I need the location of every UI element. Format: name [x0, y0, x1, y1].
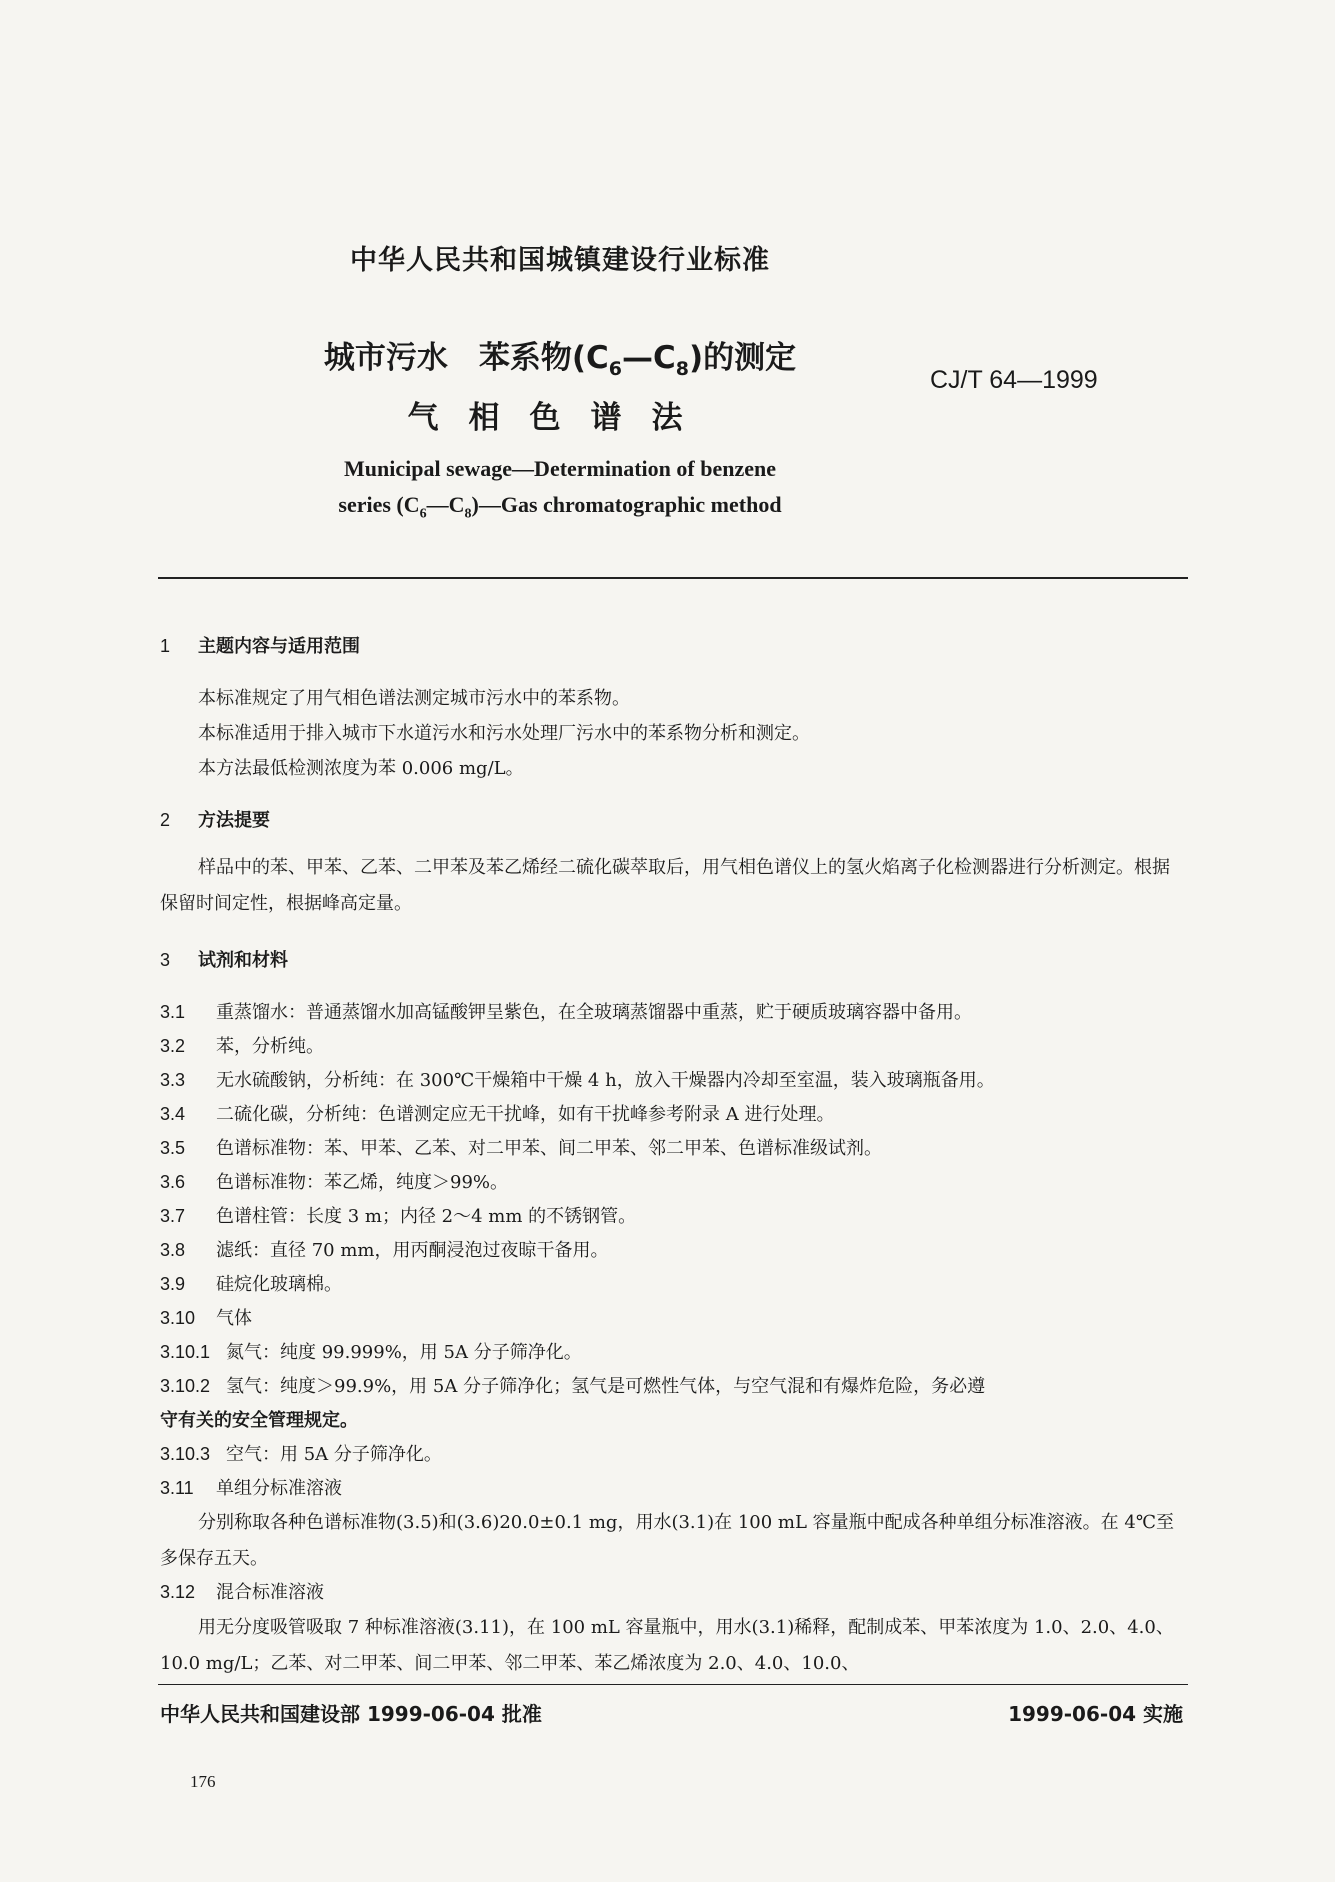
list-item: 3.6 色谱标准物：苯乙烯，纯度＞99%。 — [160, 1172, 509, 1193]
section-1-paragraph: 本方法最低检测浓度为苯 0.006 mg/L。 — [198, 758, 524, 779]
list-item: 3.10 气体 — [160, 1308, 252, 1329]
list-item: 3.12 混合标准溶液 — [160, 1582, 324, 1603]
list-item: 3.9 硅烷化玻璃棉。 — [160, 1274, 342, 1295]
section-1-heading: 1 主题内容与适用范围 — [160, 636, 360, 657]
list-item: 3.10.1 氮气：纯度 99.999%，用 5A 分子筛净化。 — [160, 1342, 582, 1363]
section-3-12-paragraph: 用无分度吸管吸取 7 种标准溶液(3.11)，在 100 mL 容量瓶中，用水(3.1)稀释，配制成苯、甲苯浓度为 1.0、2.0、4.0、10.0 mg/L；乙苯、对二甲苯、间二甲苯、邻二甲苯、苯乙烯浓度为 2.0、4.0、10.0、 — [160, 1617, 1174, 1674]
english-title-line-2: series $(C_6—C_8)—Gas$ chromatographic method — [338, 492, 782, 522]
standard-header: 中华人民共和国城镇建设行业标准 — [350, 245, 770, 276]
header-divider — [158, 577, 1188, 579]
list-item: 3.7 色谱柱管：长度 3 m；内径 2～4 mm 的不锈钢管。 — [160, 1206, 637, 1227]
standard-code: CJ/T 64—1999 — [930, 366, 1098, 394]
page-number: 176 — [190, 1772, 216, 1791]
list-item: 3.10.2 氢气：纯度＞99.9%，用 5A 分子筛净化；氢气是可燃性气体，与空气混和有爆炸危险，务必遵 — [160, 1376, 986, 1397]
list-item: 3.3 无水硫酸钠，分析纯：在 300℃干燥箱中干燥 4 h，放入干燥器内冷却至室温，装入玻璃瓶备用。 — [160, 1070, 995, 1091]
document-title: 城市污水 苯系物$(C_6—C_8)$的测定 — [323, 340, 797, 381]
english-title-line-1: Municipal sewage—Determination of benzene — [344, 456, 776, 481]
section-1-paragraph: 本标准规定了用气相色谱法测定城市污水中的苯系物。 — [198, 688, 630, 709]
section-3-11-paragraph: 分别称取各种色谱标准物(3.5)和(3.6)20.0±0.1 mg，用水(3.1)在 100 mL 容量瓶中配成各种单组分标准溶液。在 4℃至多保存五天。 — [160, 1512, 1174, 1569]
document-subtitle: 气相色谱法 — [407, 400, 713, 436]
approval-line: 中华人民共和国建设部 1999-06-04 批准 — [160, 1702, 542, 1726]
list-item: 3.4 二硫化碳，分析纯：色谱测定应无干扰峰，如有干扰峰参考附录 A 进行处理。 — [160, 1104, 835, 1125]
section-3-heading: 3 试剂和材料 — [160, 950, 288, 971]
list-item: 3.1 重蒸馏水：普通蒸馏水加高锰酸钾呈紫色，在全玻璃蒸馏器中重蒸，贮于硬质玻璃容器中备用。 — [160, 1002, 972, 1023]
list-item: 3.8 滤纸：直径 70 mm，用丙酮浸泡过夜晾干备用。 — [160, 1240, 609, 1261]
list-item: 3.11 单组分标准溶液 — [160, 1478, 342, 1499]
section-1-paragraph: 本标准适用于排入城市下水道污水和污水处理厂污水中的苯系物分析和测定。 — [198, 723, 810, 744]
footer-divider — [158, 1684, 1188, 1685]
list-item: 3.2 苯，分析纯。 — [160, 1036, 324, 1057]
section-2-paragraph: 样品中的苯、甲苯、乙苯、二甲苯及苯乙烯经二硫化碳萃取后，用气相色谱仪上的氢火焰离子化检测器进行分析测定。根据保留时间定性，根据峰高定量。 — [160, 857, 1170, 914]
section-2-heading: 2 方法提要 — [160, 810, 270, 831]
list-item: 3.10.3 空气：用 5A 分子筛净化。 — [160, 1444, 442, 1465]
list-item-continuation: 守有关的安全管理规定。 — [160, 1410, 358, 1431]
implementation-date: 1999-06-04 实施 — [1008, 1702, 1183, 1726]
list-item: 3.5 色谱标准物：苯、甲苯、乙苯、对二甲苯、间二甲苯、邻二甲苯、色谱标准级试剂。 — [160, 1138, 882, 1159]
